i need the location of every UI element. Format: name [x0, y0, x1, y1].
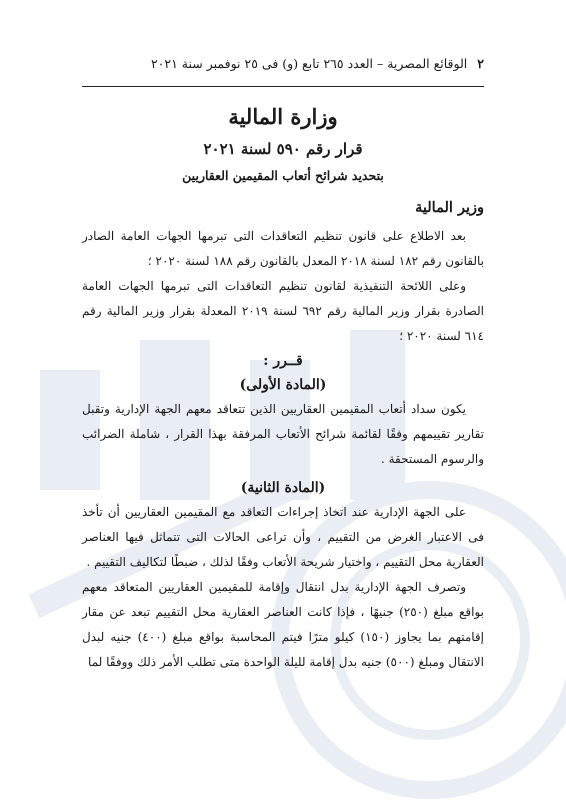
preamble-paragraph: بعد الاطلاع على قانون تنظيم التعاقدات التى تبرمها الجهات العامة الصادر بالقانون رقم ١٨٢ لسنة ٢٠١٨ المعدل بالقانون رقم ١٨٨ لسنة ٢٠٢٠ ؛: [82, 229, 484, 268]
preamble-paragraph: وعلى اللائحة التنفيذية لقانون تنظيم التعاقدات التى تبرمها الجهات العامة الصادرة بقرار وزير المالية رقم ٦٩٢ لسنة ٢٠١٩ المعدلة بقرار وزير المالية رقم ٦١٤ لسنة ٢٠٢٠ ؛: [82, 279, 485, 343]
running-header: [82, 56, 484, 71]
article-heading: (المادة الثانية): [240, 480, 326, 496]
running-title: الوقائع المصرية – العدد ٢٦٥ تابع (و) فى ٢٥ نوفمبر سنة ٢٠٢١: [150, 56, 468, 71]
issuer-label: وزير المالية: [415, 199, 484, 216]
article-paragraph: على الجهة الإدارية عند اتخاذ إجراءات التعاقد مع المقيمين العقاريين أن تأخذ فى الاعتبار الغرض من التقييم ، وأن تراعى الحالات التى تتماثل فيها العناصر العقارية محل التقييم ، واختيار شريحة الأتعاب وفقًا لذلك ، ضبطًا لتكاليف التقييم .: [82, 505, 484, 569]
decision-label: قــرر :: [263, 353, 303, 369]
decree-subject: بتحديد شرائح أتعاب المقيمين العقاريين: [182, 168, 384, 183]
decree-body: [82, 224, 484, 675]
ministry-title: وزارة المالية: [228, 104, 338, 129]
page-number: ٢: [477, 56, 484, 71]
article-paragraph: يكون سداد أتعاب المقيمين العقاريين الذين تتعاقد معهم الجهة الإدارية وتقبل تقارير تقييمهم وفقًا لقائمة شرائح الأتعاب المرفقة بهذا القرار ، شاملة الضرائب والرسوم المستحقة .: [82, 402, 484, 466]
article-paragraph: وتصرف الجهة الإدارية بدل انتقال وإقامة للمقيمين العقاريين المتعاقد معهم بواقع مبلغ (٢٥٠) جنيهًا ، فإذا كانت العناصر العقارية محل التقييم تبعد عن مقار إقامتهم بما يجاوز (١٥٠) كيلو مترًا فيتم المحاسبة بواقع مبلغ (٤٠٠) جنيه لبدل الانتقال ومبلغ (٥٠٠) جنيه بدل إقامة لليلة الواحدة متى تطلب الأمر ذلك ووفقًا لما: [82, 580, 485, 669]
header-divider: [82, 86, 484, 87]
decree-title: قرار رقم ٥٩٠ لسنة ٢٠٢١: [203, 140, 363, 158]
article-heading: (المادة الأولى): [239, 377, 327, 393]
